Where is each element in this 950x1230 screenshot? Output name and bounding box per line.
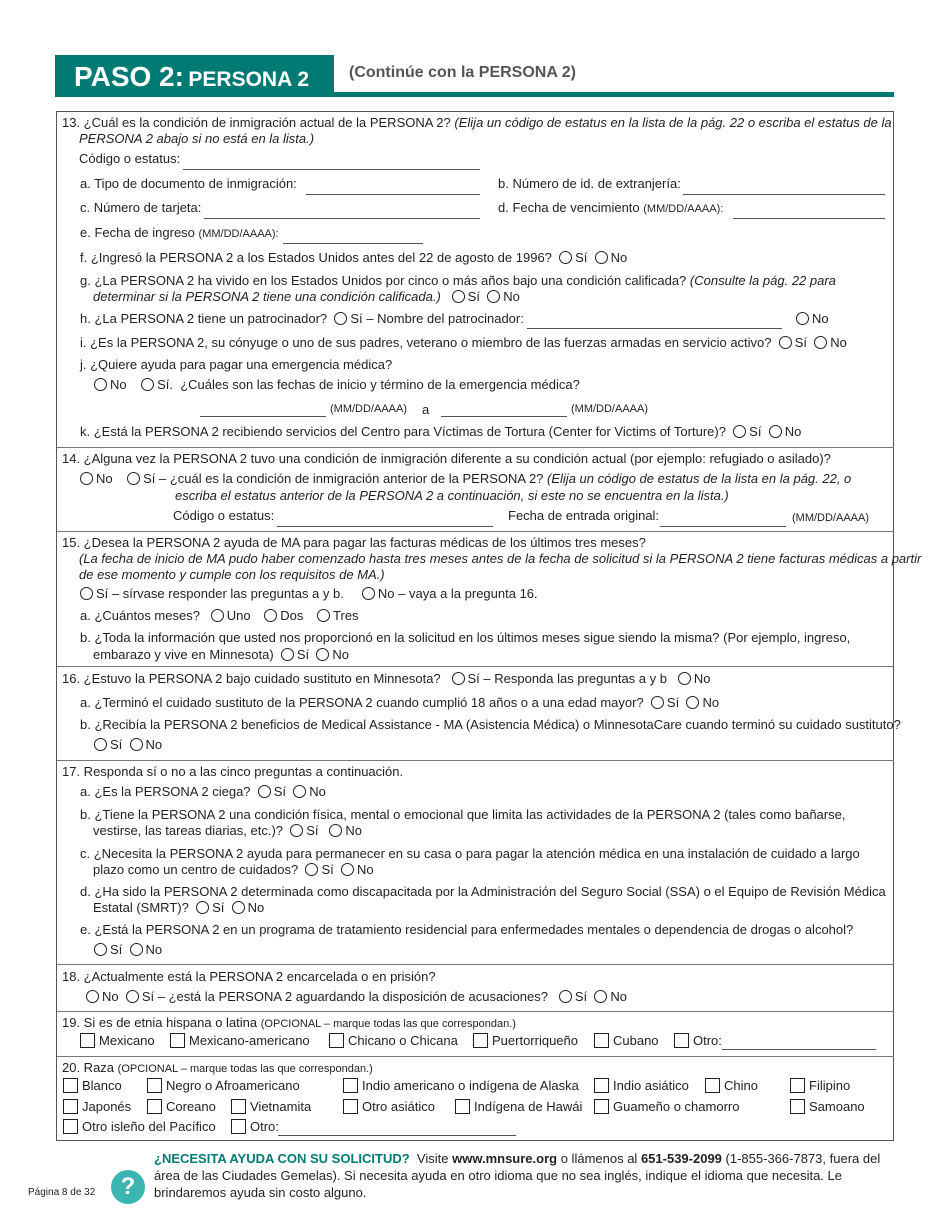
q15b-line2: embarazo y vive en Minnesota) Sí No (93, 647, 350, 662)
q17b-yes-radio[interactable] (290, 824, 303, 837)
q17e: e. ¿Está la PERSONA 2 en un programa de tratamiento residencial para enfermedades mentales o dependencia de drogas o alcohol? (80, 922, 854, 937)
q13i-no-radio[interactable] (814, 336, 827, 349)
q13j-yes-radio[interactable] (141, 378, 154, 391)
q14-entry-label: Fecha de entrada original: (508, 508, 660, 523)
q13j-end-input[interactable] (441, 416, 567, 417)
continue-note: (Continúe con la PERSONA 2) (349, 64, 576, 81)
q14-line3: escriba el estatus anterior de la PERSONA 2 a continuación, si este no se encuentra en la lista.) (175, 488, 729, 503)
q18-options: No Sí – ¿está la PERSONA 2 aguardando la disposición de acusaciones? Sí No (86, 989, 627, 1005)
q15-italic1: (La fecha de inicio de MA pudo haber comenzado hasta tres meses antes de la fecha de solicitud si la PERSONA 2 tiene facturas médicas a partir (79, 551, 922, 566)
q14-yes-radio[interactable] (127, 472, 140, 485)
q13j-options: No Sí. ¿Cuáles son las fechas de inicio y término de la emergencia médica? (94, 377, 580, 393)
q14-line1: 14. ¿Alguna vez la PERSONA 2 tuvo una condición de inmigración diferente a su condición actual (por ejemplo: refugiado o asilado)? (62, 451, 831, 466)
q17a-yes-radio[interactable] (258, 785, 271, 798)
q16-line1: 16. ¿Estuvo la PERSONA 2 bajo cuidado sustituto en Minnesota? Sí – Responda las preguntas a y b No (62, 671, 711, 686)
q17-line1: 17. Responda sí o no a las cinco preguntas a continuación. (62, 764, 404, 779)
q19-other-input[interactable] (722, 1049, 876, 1050)
q20-label: 20. Raza (OPCIONAL – marque todas las que correspondan.) (62, 1060, 373, 1075)
q13k-yes-radio[interactable] (733, 425, 746, 438)
help-line1: ¿NECESITA AYUDA CON SU SOLICITUD? Visite www.mnsure.org o llámenos al 651-539-2099 (1-855-366-7873, fuera del (154, 1151, 881, 1166)
q13j-fmt2: (MM/DD/AAAA) (571, 403, 648, 415)
q13f: f. ¿Ingresó la PERSONA 2 a los Estados Unidos antes del 22 de agosto de 1996? Sí No (80, 250, 628, 265)
q17d-no-radio[interactable] (232, 901, 245, 914)
help-line2: área de las Ciudades Gemelas). Si necesita ayuda en otro idioma que no sea inglés, indique el idioma que necesita. Le (154, 1168, 842, 1183)
q13-line1: 13. ¿Cuál es la condición de inmigración actual de la PERSONA 2? (Elija un código de estatus en la lista de la pág. 22 o escriba el estatus de la (62, 115, 892, 130)
q19-opt-otro[interactable]: Otro: (674, 1033, 722, 1049)
q13a-input[interactable] (306, 194, 480, 195)
divider-17 (57, 760, 894, 761)
q13g-line1: g. ¿La PERSONA 2 ha vivido en los Estados Unidos por cinco o más años bajo una condición calificada? (Consulte la pág. 22 para (80, 273, 836, 288)
q18-line1: 18. ¿Actualmente está la PERSONA 2 encarcelada o en prisión? (62, 969, 436, 984)
q13g-line2: determinar si la PERSONA 2 tiene una condición calificada.) Sí No (93, 289, 520, 304)
q17c-no-radio[interactable] (341, 863, 354, 876)
q16b-no-radio[interactable] (130, 738, 143, 751)
q17a-no-radio[interactable] (293, 785, 306, 798)
page-number: Página 8 de 32 (28, 1187, 96, 1198)
divider-16 (57, 666, 894, 667)
q20-opt-blanco[interactable]: Blanco (63, 1078, 122, 1094)
q13j-start-input[interactable] (200, 416, 326, 417)
q17e-no-radio[interactable] (130, 943, 143, 956)
q17b-line2: vestirse, las tareas diarias, etc.)? Sí No (93, 823, 363, 838)
q13i: i. ¿Es la PERSONA 2, su cónyuge o uno de sus padres, veterano o miembro de las fuerzas armadas en servicio activo? Sí No (80, 335, 847, 350)
q20-opt-guameno[interactable]: Guameño o chamorro (594, 1099, 739, 1115)
q16a-no-radio[interactable] (686, 696, 699, 709)
q15a: a. ¿Cuántos meses? Uno Dos Tres (80, 608, 359, 623)
q13c-input[interactable] (204, 218, 480, 219)
q14-no-radio[interactable] (80, 472, 93, 485)
divider-20 (57, 1056, 894, 1057)
q20-opt-filipino[interactable]: Filipino (790, 1078, 850, 1094)
q18-pending-yes-radio[interactable] (559, 990, 572, 1003)
q17c-line2: plazo como un centro de cuidados? Sí No (93, 862, 374, 877)
q18-no-radio[interactable] (86, 990, 99, 1003)
q20-opt-otro-asiatico[interactable]: Otro asiático (343, 1099, 435, 1115)
divider-18 (57, 964, 894, 965)
q16a-yes-radio[interactable] (651, 696, 664, 709)
q13d-input[interactable] (733, 218, 885, 219)
phone-link[interactable]: 651-539-2099 (640, 1151, 722, 1166)
website-link[interactable]: www.mnsure.org (452, 1151, 558, 1166)
q17b-no-radio[interactable] (329, 824, 342, 837)
q15a-three-radio[interactable] (317, 609, 330, 622)
q13j-no-radio[interactable] (94, 378, 107, 391)
q20-opt-vietnamita[interactable]: Vietnamita (231, 1099, 311, 1115)
q13f-yes-radio[interactable] (559, 251, 572, 264)
q13a-label: a. Tipo de documento de inmigración: (80, 176, 297, 191)
q18-pending-no-radio[interactable] (594, 990, 607, 1003)
q16b: b. ¿Recibía la PERSONA 2 beneficios de Medical Assistance - MA (Asistencia Médica) o MinnesotaCare cuando terminó su cuidado sustituto? (80, 717, 901, 732)
q15-line1: 15. ¿Desea la PERSONA 2 ayuda de MA para pagar las facturas médicas de los últimos tres meses? (62, 535, 646, 550)
q13j: j. ¿Quiere ayuda para pagar una emergencia médica? (80, 357, 393, 372)
q14-line2: No Sí – ¿cuál es la condición de inmigración anterior de la PERSONA 2? (Elija un código de estatus de la lista en la pág. 22, o (80, 471, 851, 487)
q13i-yes-radio[interactable] (779, 336, 792, 349)
q20-opt-coreano[interactable]: Coreano (147, 1099, 216, 1115)
person-label: PERSONA 2 (188, 68, 309, 91)
q19-label: 19. Si es de etnia hispana o latina (OPCIONAL – marque todas las que correspondan.) (62, 1015, 516, 1030)
q14-fmt: (MM/DD/AAAA) (792, 512, 869, 524)
q16b-yes-radio[interactable] (94, 738, 107, 751)
q13d-label: d. Fecha de vencimiento (MM/DD/AAAA): (498, 200, 724, 215)
q17a: a. ¿Es la PERSONA 2 ciega? Sí No (80, 784, 326, 799)
q20-opt-japones[interactable]: Japonés (63, 1099, 131, 1115)
q17b-line1: b. ¿Tiene la PERSONA 2 una condición física, mental o emocional que limita las actividades de la PERSONA 2 (tales como bañarse, (80, 807, 846, 822)
q15-options: Sí – sírvase responder las preguntas a y b. No – vaya a la pregunta 16. (80, 586, 538, 602)
q13j-fmt1: (MM/DD/AAAA) (330, 403, 407, 415)
q18-yes-radio[interactable] (126, 990, 139, 1003)
q16a: a. ¿Terminó el cuidado sustituto de la PERSONA 2 cuando cumplió 18 años o a una edad mayor? Sí No (80, 695, 720, 710)
q13b-input[interactable] (683, 194, 885, 195)
page-title (74, 61, 309, 93)
q13h-yes-radio[interactable] (334, 312, 347, 325)
q13g-no-radio[interactable] (487, 290, 500, 303)
q15b-yes-radio[interactable] (281, 648, 294, 661)
q14-code-label: Código o estatus: (173, 508, 275, 523)
q15b-no-radio[interactable] (316, 648, 329, 661)
q15a-two-radio[interactable] (264, 609, 277, 622)
q13e-input[interactable] (283, 243, 423, 244)
divider-19 (57, 1011, 894, 1012)
q13-code-label: Código o estatus: (79, 151, 181, 166)
q17c-line1: c. ¿Necesita la PERSONA 2 ayuda para permanecer en su casa o para pagar la atención médica en una instalación de cuidado a largo (80, 846, 860, 861)
q13k: k. ¿Está la PERSONA 2 recibiendo servicios del Centro para Víctimas de Tortura (Center for Victims of Torture)? Sí No (80, 424, 802, 439)
q20-opt-indio-americano[interactable]: Indio americano o indígena de Alaska (343, 1078, 579, 1094)
q13j-to: a (422, 402, 430, 417)
q13e-label: e. Fecha de ingreso (MM/DD/AAAA): (80, 225, 279, 240)
q15-no-radio[interactable] (362, 587, 375, 600)
q19-opt-mexicano[interactable]: Mexicano (80, 1033, 155, 1049)
q20-opt-negro[interactable]: Negro o Afroamericano (147, 1078, 300, 1094)
q20-opt-chino[interactable]: Chino (705, 1078, 758, 1094)
help-line3: brindaremos ayuda sin costo alguno. (154, 1185, 367, 1200)
q14-code-input[interactable] (277, 526, 493, 527)
q16-no-radio[interactable] (678, 672, 691, 685)
q13h-sponsor-input[interactable] (527, 328, 782, 329)
q20-opt-indio-asiatico[interactable]: Indio asiático (594, 1078, 689, 1094)
q19-opt-cubano[interactable]: Cubano (594, 1033, 659, 1049)
q20-other-input[interactable] (278, 1135, 516, 1136)
q16-yes-radio[interactable] (452, 672, 465, 685)
help-icon: ? (111, 1170, 145, 1204)
q15a-one-radio[interactable] (211, 609, 224, 622)
q15-italic2: de ese momento y cumple con los requisitos de MA.) (79, 567, 385, 582)
q20-opt-samoano[interactable]: Samoano (790, 1099, 865, 1115)
q20-opt-otro[interactable]: Otro: (231, 1119, 279, 1135)
step-label: PASO 2: (74, 61, 184, 92)
q13b-label: b. Número de id. de extranjería: (498, 176, 681, 191)
q17e-yes-radio[interactable] (94, 943, 107, 956)
q19-opt-chicano[interactable]: Chicano o Chicana (329, 1033, 458, 1049)
q15-yes-radio[interactable] (80, 587, 93, 600)
q17d-line1: d. ¿Ha sido la PERSONA 2 determinada como discapacitada por la Administración del Seguro Social (SSA) o el Equipo de Revisión Médica (80, 884, 886, 899)
divider-14 (57, 447, 894, 448)
q13h: h. ¿La PERSONA 2 tiene un patrocinador? Sí – Nombre del patrocinador: (80, 311, 524, 326)
q17d-yes-radio[interactable] (196, 901, 209, 914)
q13c-label: c. Número de tarjeta: (80, 200, 202, 215)
q17e-options: Sí No (94, 942, 162, 958)
divider-15 (57, 531, 894, 532)
q13-line2: PERSONA 2 abajo si no está en la lista.) (79, 131, 315, 146)
q19-opt-mexicano-americano[interactable]: Mexicano-americano (170, 1033, 310, 1049)
q17d-line2: Estatal (SMRT)? Sí No (93, 900, 265, 915)
q14-entry-input[interactable] (660, 526, 786, 527)
q13k-no-radio[interactable] (769, 425, 782, 438)
q15b-line1: b. ¿Toda la información que usted nos proporcionó en la solicitud en los últimos meses sigue siendo la misma? (Por ejemplo, ingreso, (80, 630, 851, 645)
q13h-no: No (796, 311, 829, 327)
q13g-yes-radio[interactable] (452, 290, 465, 303)
q17c-yes-radio[interactable] (305, 863, 318, 876)
q16b-options: Sí No (94, 737, 162, 753)
q13f-no-radio[interactable] (595, 251, 608, 264)
q13h-no-radio[interactable] (796, 312, 809, 325)
q19-opt-puertorriqueno[interactable]: Puertorriqueño (473, 1033, 578, 1049)
q13-code-input[interactable] (183, 169, 480, 170)
q20-opt-otro-isleno[interactable]: Otro isleño del Pacífico (63, 1119, 216, 1135)
q20-opt-indigena-hawai[interactable]: Indígena de Hawái (455, 1099, 582, 1115)
